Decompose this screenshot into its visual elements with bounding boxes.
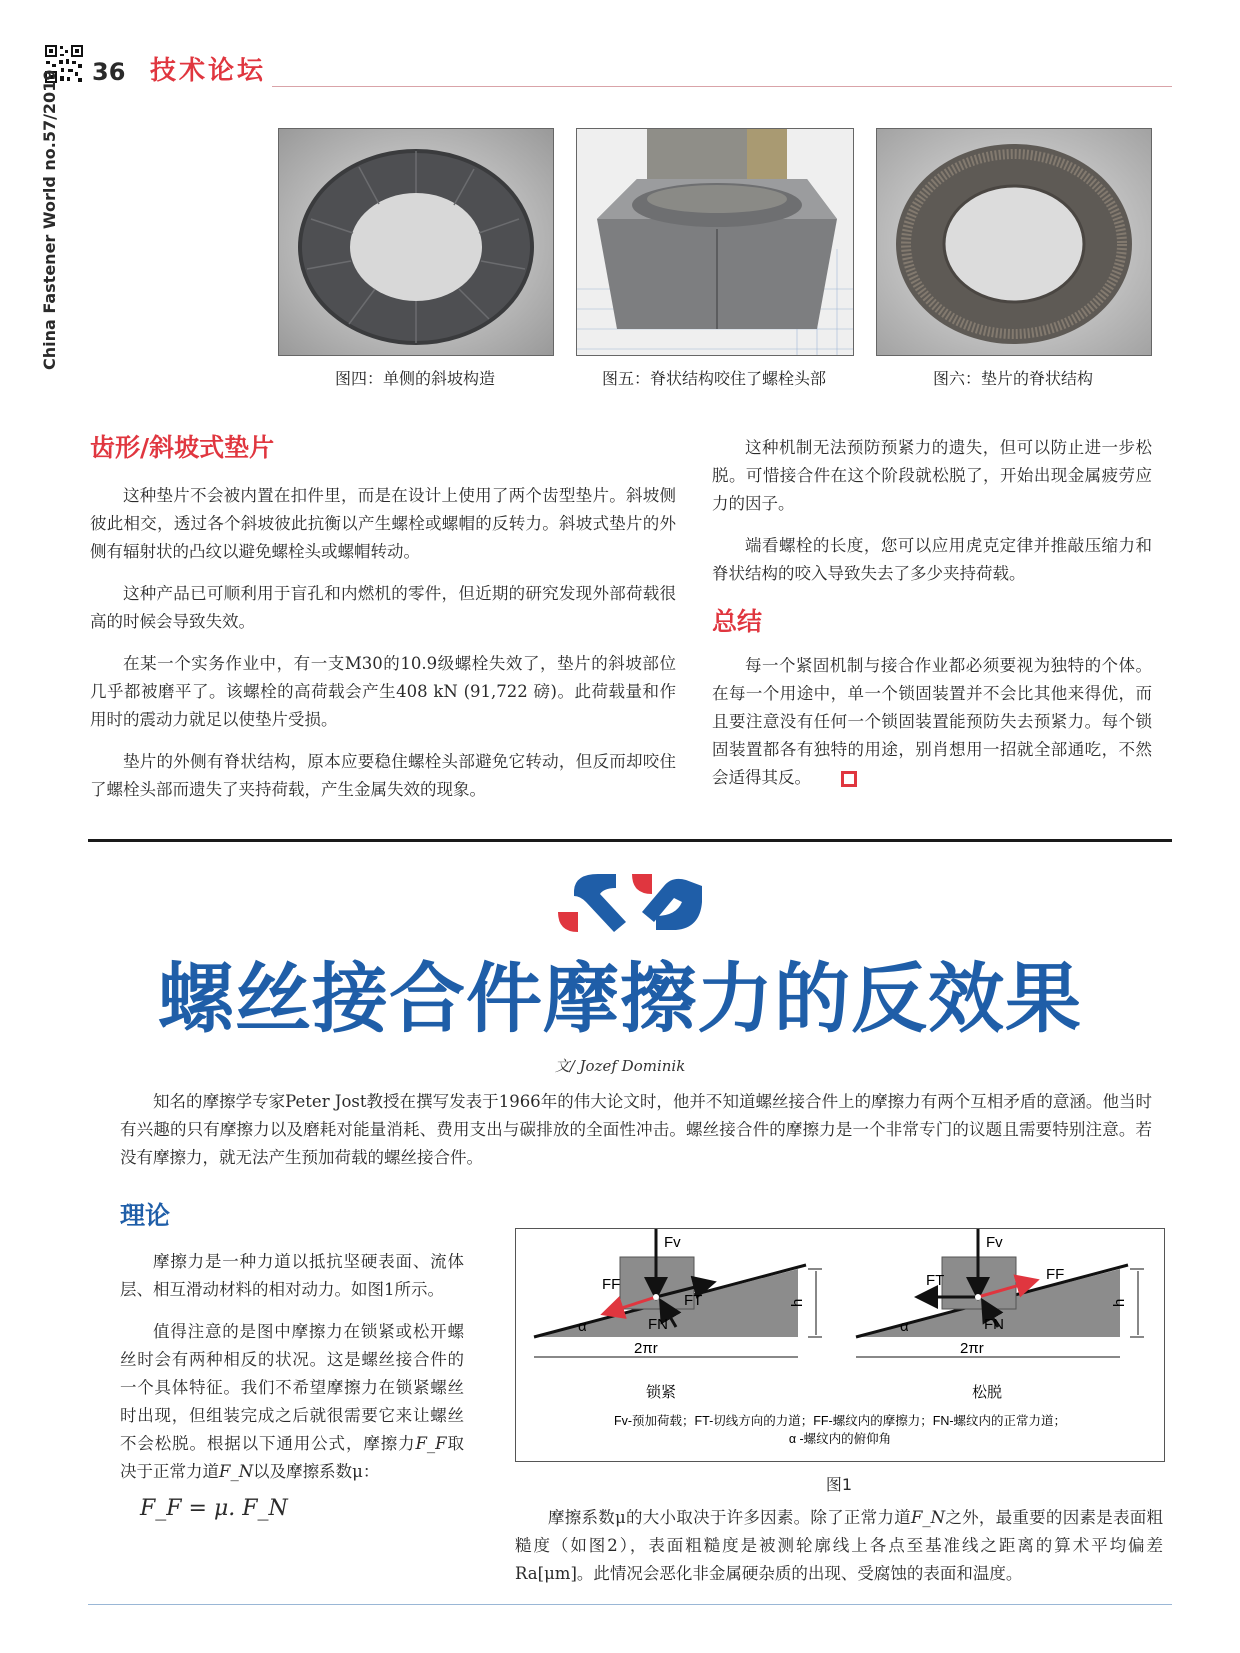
wedge-left-column — [90, 428, 676, 818]
formula-symbol: F_F — [415, 1434, 447, 1453]
photo-washer-ridges — [876, 128, 1152, 356]
summary-text: 每一个紧固机制与接合作业都必须要视为独特的个体。在每一个用途中，单一个锁固装置并不会比其他来得优，而且要注意没有任何一个锁固装置能预防失去预紧力。每个锁固装置都各有独特的用途，别肖想用一招就全部通吃，不然会适得其反。 — [712, 656, 1152, 787]
article-author: 文/ Jozef Dominik — [554, 1057, 686, 1075]
label-fn: FN — [984, 1316, 1004, 1333]
paragraph: 摩擦力是一种力道以抵抗坚硬表面、流体层、相互滑动材料的相对动力。如图1所示。 — [120, 1252, 464, 1299]
label-2pir: 2πr — [960, 1340, 984, 1357]
label-fv: Fv — [664, 1234, 681, 1251]
end-mark-icon — [841, 771, 857, 787]
page-number: 36 — [92, 58, 126, 86]
photo-caption: 图四：单侧的斜坡构造 — [334, 369, 495, 388]
paragraph: 这种垫片不会被内置在扣件里，而是在设计上使用了两个齿型垫片。斜坡侧彼此相交，透过各个斜坡彼此抗衡以产生螺栓或螺帽的反转力。斜坡式垫片的外侧有辐射状的凸纹以避免螺栓头或螺帽转动。 — [90, 486, 676, 561]
theory-heading: 理论 — [120, 1201, 171, 1230]
figure-legend-line1: Fv-预加荷载；FT-切线方向的力道；FF-螺纹内的摩擦力；FN-螺纹内的正常力道； — [613, 1414, 1067, 1428]
intro-paragraph: 知名的摩擦学专家Peter Jost教授在撰写发表于1966年的伟大论文时，他并不知道螺丝接合件上的摩擦力有两个互相矛盾的意涵。他当时有兴趣的只有摩擦力以及磨耗对能量消耗、费用支出与碳排放的全面性冲击。螺丝接合件的摩擦力是一个非常专门的议题且需要特别注意。若没有摩擦力，就无法产生预加荷载的螺丝接合件。 — [120, 1092, 1152, 1167]
photo-washer-ramp — [278, 128, 554, 356]
label-fn: FN — [648, 1316, 668, 1333]
text: 取决于正常力道 — [120, 1434, 465, 1481]
text: 值得注意的是图中摩擦力在锁紧或松开螺丝时会有两种相反的状况。这是螺丝接合件的一个具体特征。我们不希望摩擦力在锁紧螺丝时出现，但组装完成之后就很需要它来让螺丝不会松脱。根据以下通用公式，摩擦力 — [120, 1322, 464, 1453]
header-rule — [272, 86, 1172, 87]
label-h: h — [1111, 1298, 1128, 1307]
label-h: h — [789, 1298, 806, 1307]
article-divider — [88, 839, 1172, 842]
figure-legend-line2: α -螺纹内的俯仰角 — [788, 1432, 892, 1446]
label-alpha: α — [900, 1318, 909, 1335]
paragraph — [515, 1504, 1163, 1588]
article-intro — [120, 1088, 1152, 1186]
formula-symbol: F_N — [219, 1462, 254, 1481]
summary-paragraph — [712, 652, 1152, 792]
bottom-rule — [88, 1604, 1172, 1605]
figure-1-caption: 图1 — [825, 1475, 853, 1494]
article-title: 螺丝接合件摩擦力的反效果 — [158, 954, 1082, 1043]
summary-heading: 总结 — [712, 607, 763, 636]
logo-icon — [556, 872, 704, 934]
label-2pir: 2πr — [634, 1340, 658, 1357]
paragraph: 垫片的外侧有脊状结构，原本应要稳住螺栓头部避免它转动，但反而却咬住了螺栓头部而遗失了夹持荷载，产生金属失效的现象。 — [90, 752, 676, 799]
label-loosen: 松脱 — [972, 1384, 1003, 1401]
label-ft: FT — [926, 1272, 945, 1289]
label-ff: FF — [602, 1276, 621, 1293]
paragraph: 在某一个实务作业中，有一支M30的10.9级螺栓失效了，垫片的斜坡部位几乎都被磨平了。该螺栓的高荷载会产生408 kN (91,722 磅)。此荷载量和作用时的震动力就足以使垫片受损。 — [90, 654, 676, 729]
paragraph: 端看螺栓的长度，您可以应用虎克定律并推敲压缩力和脊状结构的咬入导致失去了多少夹持荷载。 — [712, 536, 1152, 583]
photo-caption: 图五：脊状结构咬住了螺栓头部 — [601, 369, 826, 388]
text: 摩擦系数μ的大小取决于许多因素。除了正常力道 — [548, 1508, 911, 1527]
label-fv: Fv — [986, 1234, 1003, 1251]
photo-bolt-head — [576, 128, 854, 356]
roughness-paragraph-block — [515, 1504, 1163, 1602]
friction-formula: F_F = μ. F_N — [140, 1496, 288, 1521]
paragraph — [120, 1318, 464, 1486]
text: 以及摩擦系数μ： — [253, 1462, 380, 1481]
paragraph: 这种产品已可顺利用于盲孔和内燃机的零件，但近期的研究发现外部荷载很高的时候会导致失效。 — [90, 584, 676, 631]
label-ff: FF — [1046, 1266, 1065, 1283]
label-tighten: 锁紧 — [646, 1384, 677, 1401]
formula-symbol: F_N — [910, 1508, 946, 1527]
label-alpha: α — [578, 1318, 587, 1335]
theory-column — [120, 1196, 464, 1521]
side-publication-text: China Fastener World no.57/2019 — [40, 69, 59, 370]
wedge-heading: 齿形/斜坡式垫片 — [90, 433, 275, 462]
text: 之外，最重要的因素是表面粗糙度（如图2），表面粗糙度是被测轮廓线上各点至基准线之距离的算术平均偏差Ra[μm]。此情况会恶化非金属硬杂质的出现、受腐蚀的表面和温度。 — [515, 1508, 1163, 1583]
photo-caption: 图六：垫片的脊状结构 — [932, 369, 1093, 388]
paragraph: 这种机制无法预防预紧力的遗失，但可以防止进一步松脱。可惜接合件在这个阶段就松脱了，开始出现金属疲劳应力的因子。 — [712, 438, 1152, 513]
wedge-right-column — [712, 434, 1152, 792]
label-ft: FT — [684, 1292, 703, 1309]
section-label: 技术论坛 — [150, 56, 267, 86]
figure-1 — [515, 1228, 1165, 1462]
